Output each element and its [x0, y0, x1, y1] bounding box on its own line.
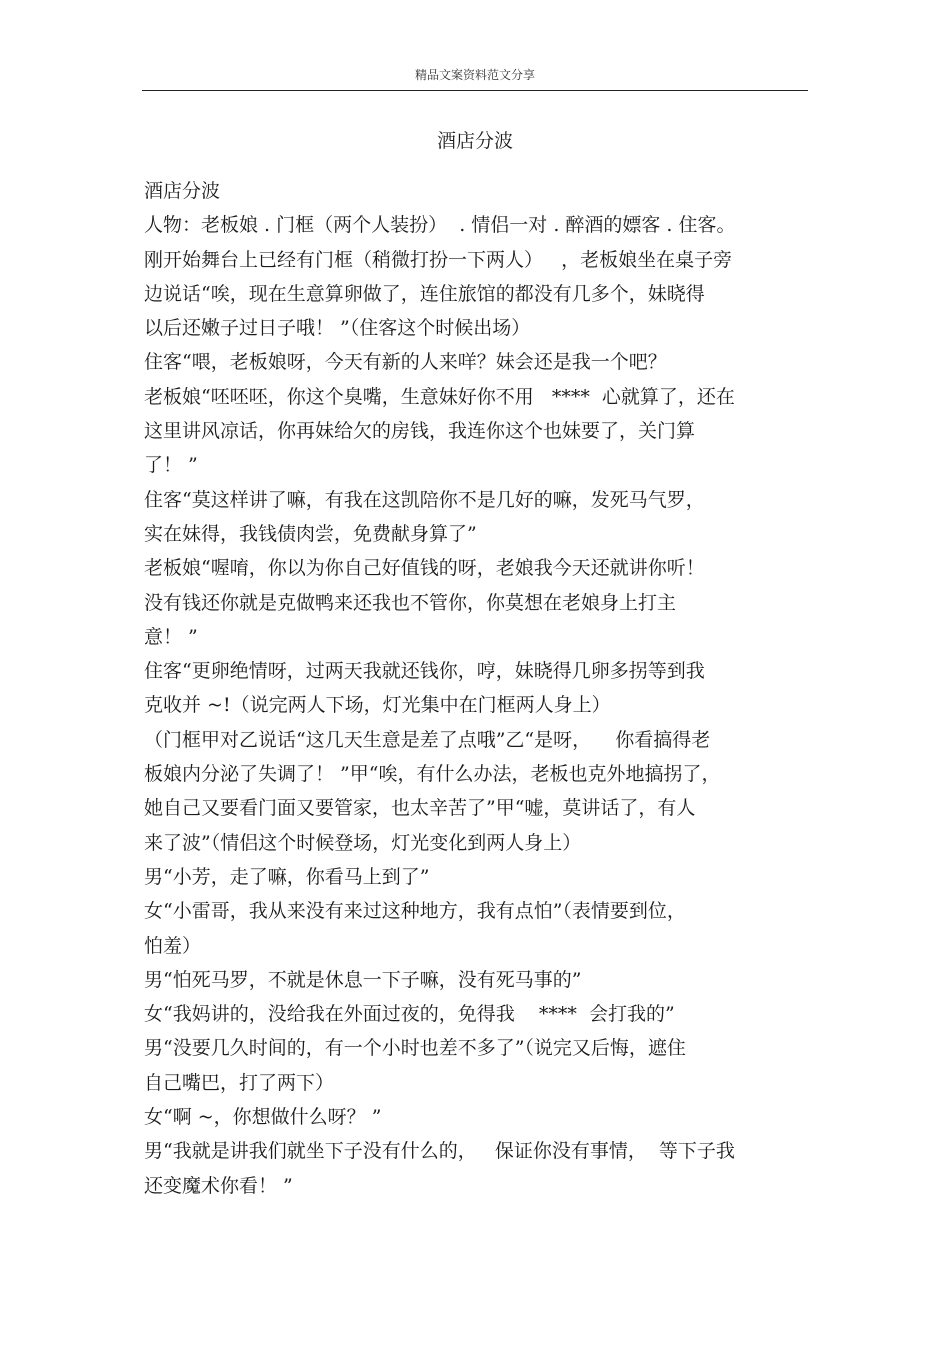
document-body	[144, 174, 812, 1203]
text-line: 板娘内分泌了失调了！ ”甲“唉，有什么办法，老板也克外地搞拐了，	[144, 763, 721, 786]
text-line: 没有钱还你就是克做鸭来还我也不管你，你莫想在老娘身上打主	[144, 591, 677, 614]
page-header: 精品文案资料范文分享	[414, 68, 535, 82]
text-line: 女“我妈讲的，没给我在外面过夜的，免得我 **** 会打我的”	[144, 1003, 675, 1026]
text-line: 男“没要几久时间的，有一个小时也差不多了”（说完又后悔，遮住	[144, 1037, 686, 1060]
text-line: 以后还嫩子过日子哦！ ”（住客这个时候出场）	[144, 317, 531, 340]
text-line: 男“我就是讲我们就坐下子没有什么的， 保证你没有事情， 等下子我	[144, 1140, 735, 1163]
text-line: 住客“更卵绝情呀，过两天我就还钱你，哼，妹晓得几卵多拐等到我	[144, 660, 705, 683]
text-line: 人物：老板娘 . 门框（两个人装扮） . 情侣一对 . 醉酒的嫖客 . 住客。	[144, 214, 736, 237]
text-line: 自己嘴巴，打了两下）	[144, 1071, 335, 1094]
text-line: 男“小芳，走了嘛，你看马上到了”	[144, 865, 430, 888]
text-line: 克收并 ~!（说完两人下场，灯光集中在门框两人身上）	[144, 694, 611, 717]
text-line: 边说话“唉，现在生意算卵做了，连住旅馆的都没有几多个，妹晓得	[144, 282, 705, 305]
text-line: （门框甲对乙说话“这几天生意是差了点哦”乙“是呀， 你看搞得老	[144, 728, 711, 751]
text-line: 意！ ”	[144, 625, 198, 648]
text-line: 这里讲风凉话，你再妹给欠的房钱，我连你这个也妹要了，关门算	[144, 420, 696, 443]
text-line: 来了波”（情侣这个时候登场，灯光变化到两人身上）	[144, 831, 582, 854]
text-line: 住客“莫这样讲了嘛，有我在这凯陪你不是几好的嘛，发死马气罗，	[144, 488, 705, 511]
text-line: 怕羞）	[144, 934, 202, 957]
text-line: 她自己又要看门面又要管家，也太辛苦了”甲“嘘，莫讲话了，有人	[144, 797, 696, 820]
text-line: 老板娘“喔唷，你以为你自己好值钱的呀，老娘我今天还就讲你听！	[144, 557, 705, 580]
text-line: 住客“喂，老板娘呀，今天有新的人来咩？妹会还是我一个吧？	[144, 351, 667, 374]
text-line: 还变魔术你看！ ”	[144, 1174, 293, 1197]
header-divider	[142, 90, 808, 91]
text-line: 酒店分波	[144, 180, 221, 202]
text-line: 实在妹得，我钱债肉尝，免费献身算了”	[144, 522, 477, 545]
text-line: 刚开始舞台上已经有门框（稍微打扮一下两人） ，老板娘坐在桌子旁	[144, 248, 733, 271]
text-line: 女“小雷哥，我从来没有来过这种地方，我有点怕”（表情要到位，	[144, 900, 686, 923]
text-line: 了！ ”	[144, 454, 198, 477]
text-line: 男“怕死马罗，不就是休息一下子嘛，没有死马事的”	[144, 968, 582, 991]
text-line: 老板娘“呸呸呸，你这个臭嘴，生意妹好你不用 **** 心就算了，还在	[144, 385, 735, 408]
document-title: 酒店分波	[436, 130, 513, 152]
text-line: 女“啊 ~，你想做什么呀？ ”	[144, 1106, 382, 1129]
